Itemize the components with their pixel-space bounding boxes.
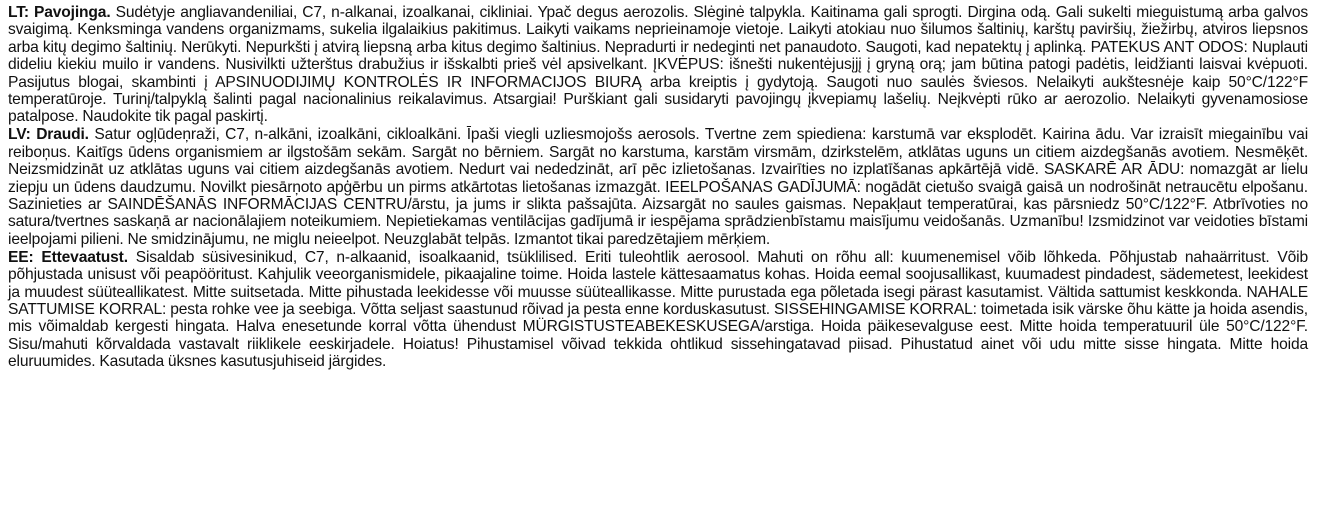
section-lv — [8, 126, 1308, 248]
section-ee-heading: EE: Ettevaatust. — [8, 248, 128, 266]
section-ee-body: Sisaldab süsivesinikud, C7, n-alkaanid, isoalkaanid, tsüklilised. Eriti tuleohtlik aerosool. Mahuti on rõhu all: kuumenemisel võib lõhkeda. Põhjustab nahaärritust. Võib põhjustada unisust või peapööritust. Kahjulik veeorganismidele, pikaajaline toime. Hoida lastele kättesaamatus kohas. Hoida eemal soojusallikast, kuumadest pindadest, sädemetest, leekidest ja muudest süüteallikatest. Mitte suitsetada. Mitte pihustada leekidesse või muusse süüteallikasse. Mitte purustada ega põletada isegi pärast kasutamist. Vältida sattumist keskkonda. NAHALE SATTUMISE KORRAL: pesta rohke vee ja seebiga. Võtta seljast saastunud rõivad ja pesta enne korduskasutust. SISSEHINGAMISE KORRAL: toimetada isik värske õhu kätte ja hoida asendis, mis võimaldab kergesti hingata. Halva enesetunde korral võtta ühendust MÜRGISTUSTEABEKESKUSEGA/arstiga. Hoida päikesevalguse eest. Mitte hoida temperatuuril üle 50°C/122°F. Sisu/mahuti kõrvaldada vastavalt riiklikele eeskirjadele. Hoiatus! Pihustamisel võivad tekkida ohtlikud sissehingatavad piisad. Pihustatud ainet või udu mitte sisse hingata. Mitte hoida eluruumides. Kasutada üksnes kasutusjuhiseid järgides. — [8, 248, 1308, 371]
section-ee — [8, 249, 1308, 371]
section-lv-heading: LV: Draudi. — [8, 126, 89, 144]
section-lt — [8, 4, 1308, 126]
section-lt-heading: LT: Pavojinga. — [8, 4, 111, 21]
section-lv-body: Satur ogļūdeņraži, C7, n-alkāni, izoalkāni, cikloalkāni. Īpaši viegli uzliesmojošs aerosols. Tvertne zem spiediena: karstumā var eksplodēt. Kairina ādu. Var izraisīt miegainību vai reiboņus. Kaitīgs ūdens organismiem ar ilgstošām sekām. Sargāt no bērniem. Sargāt no karstuma, karstām virsmām, dzirkstelēm, atklātas uguns un citiem aizdegšanās avotiem. Nesmēķēt. Neizsmidzināt uz atklātas uguns vai citiem aizdegšanās avotiem. Nedurt vai nededzināt, arī pēc izlietošanas. Izvairīties no izplatīšanas apkārtējā vidē. SASKARĒ AR ĀDU: nomazgāt ar lielu ziepju un ūdens daudzumu. Novilkt piesārņoto apģērbu un pirms atkārtotas lietošanas izmazgāt. IEELPOŠANAS GADĪJUMĀ: nogādāt cietušo svaigā gaisā un nodrošināt netraucētu elpošanu. Sazinieties ar SAINDĒŠANĀS INFORMĀCIJAS CENTRU/ārstu, ja jums ir slikta pašsajūta. Aizsargāt no saules gaismas. Nepakļaut temperatūrai, kas pārsniedz 50°C/122°F. Atbrīvoties no satura/tvertnes saskaņā ar nacionālajiem noteikumiem. Nepietiekamas ventilācijas gadījumā ir iespējama sprādzienbīstamu maisījumu veidošanās. Uzmanību! Izsmidzinot var veidoties bīstami ieelpojami pilieni. Ne smidzinājumu, ne miglu neieelpot. Neuzglabāt telpās. Izmantot tikai paredzētajiem mērķiem. — [8, 126, 1309, 248]
section-lt-body: Sudėtyje angliavandeniliai, C7, n-alkanai, izoalkanai, cikliniai. Ypač degus aerozolis. Slėginė talpykla. Kaitinama gali sprogti. Dirgina odą. Gali sukelti mieguistumą arba galvos svaigimą. Kenksminga vandens organizmams, sukelia ilgalaikius pakitimus. Laikyti vaikams neprieinamoje vietoje. Laikyti atokiau nuo šilumos šaltinių, karštų paviršių, žiežirbų, atviros liepsnos arba kitų degimo šaltinių. Nerūkyti. Nepurkšti į atvirą liepsną arba kitus degimo šaltinius. Nepradurti ir nedeginti net panaudoto. Saugoti, kad nepatektų į aplinką. PATEKUS ANT ODOS: Nuplauti dideliu kiekiu muilo ir vandens. Nusivilkti užterštus drabužius ir išskalbti prieš vėl apsivelkant. ĮKVĖPUS: išnešti nukentėjusįjį į gryną orą; jam būtina patogi padėtis, leidžianti laisvai kvėpuoti. Pasijutus blogai, skambinti į APSINUODIJIMŲ KONTROLĖS IR INFORMACIJOS BIURĄ arba kreiptis į gydytoją. Saugoti nuo saulės šviesos. Nelaikyti aukštesnėje kaip 50°C/122°F temperatūroje. Turinį/talpyklą šalinti pagal nacionalinius reikalavimus. Atsargiai! Purškiant gali susidaryti pavojingų įkvepiamų lašelių. Neįkvėpti rūko ar aerozolio. Nelaikyti gyvenamosiose patalpose. Naudokite tik pagal paskirtį. — [8, 4, 1309, 126]
